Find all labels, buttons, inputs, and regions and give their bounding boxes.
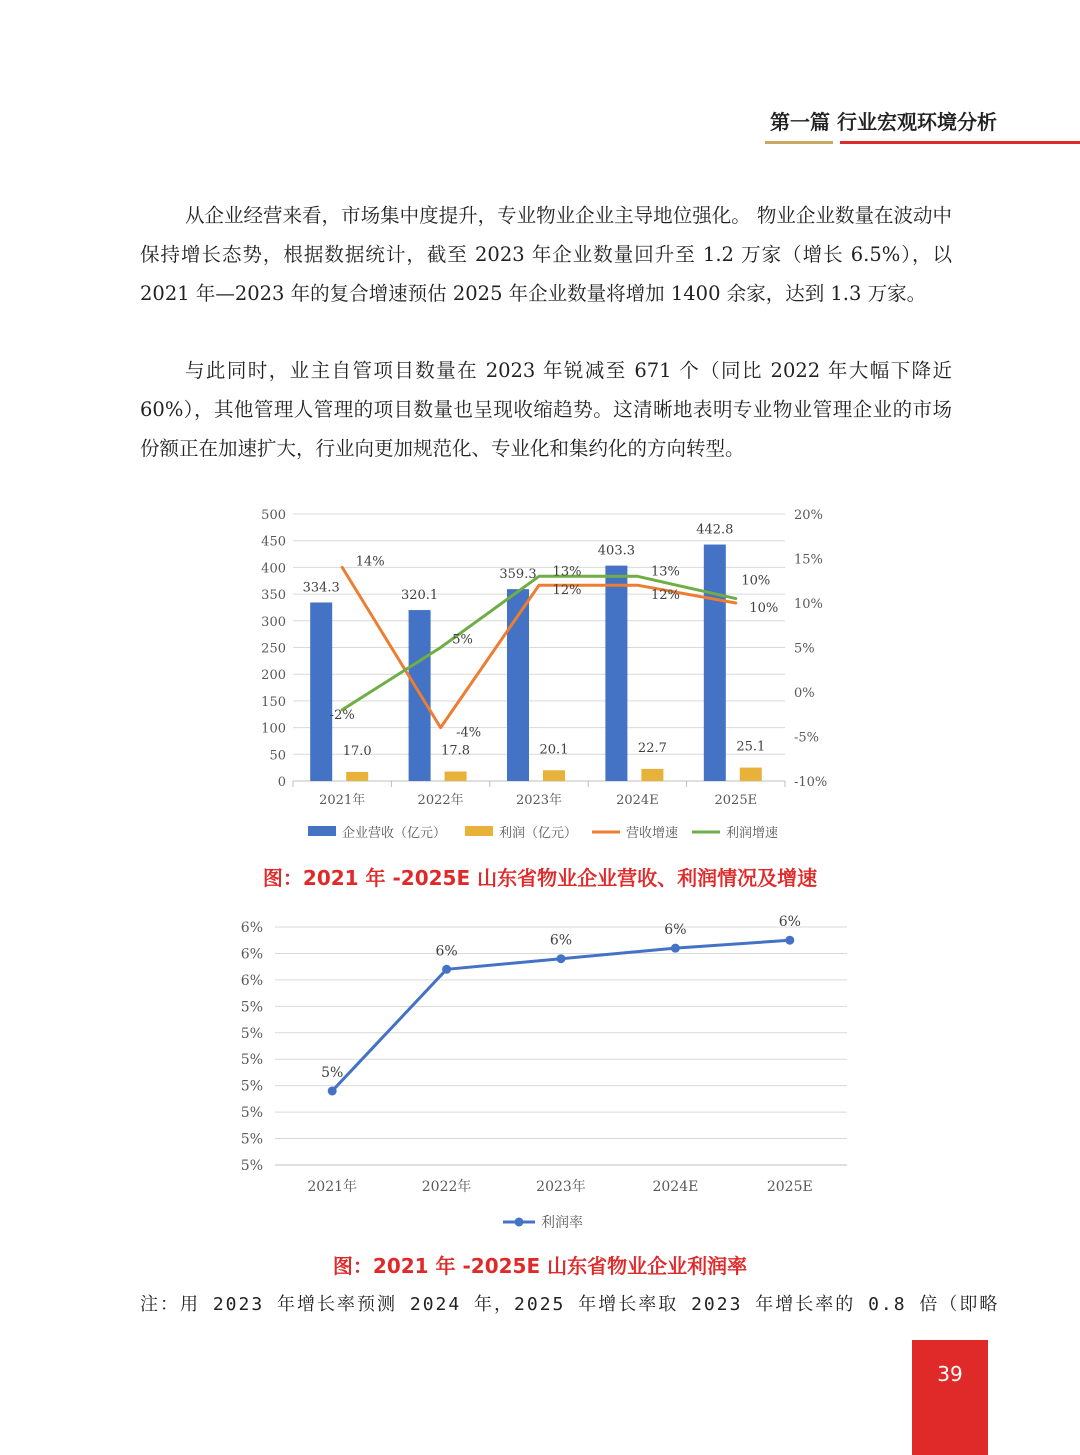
data-label-growth: 14%	[355, 554, 385, 570]
data-label-revenue: 334.3	[302, 580, 340, 596]
y2-tick-label: -5%	[794, 730, 820, 746]
y-tick-label: 6%	[240, 972, 263, 989]
data-label-revenue: 320.1	[400, 588, 439, 604]
y-tick-label: 350	[261, 588, 286, 604]
bar-revenue	[310, 602, 332, 781]
y-tick-label: 5%	[240, 1158, 263, 1174]
data-point	[442, 965, 451, 974]
y-tick-label: 150	[261, 694, 286, 710]
y-tick-label: 6%	[240, 920, 263, 936]
bar-revenue	[605, 566, 627, 781]
data-label-profit: 22.7	[637, 740, 667, 756]
data-label-profit: 17.8	[441, 743, 471, 759]
x-tick-label: 2025E	[714, 793, 758, 808]
x-tick-label: 2024E	[616, 793, 659, 808]
x-tick-label: 2022年	[421, 1179, 472, 1195]
data-label-growth: 13%	[650, 564, 680, 580]
data-label: 6%	[549, 932, 573, 949]
data-label-revenue: 442.8	[696, 522, 734, 538]
y-tick-label: 50	[269, 748, 286, 764]
data-label: 5%	[321, 1064, 344, 1081]
bar-revenue	[704, 545, 726, 781]
legend-label: 营收增速	[626, 826, 679, 841]
y2-tick-label: 20%	[794, 508, 823, 523]
x-tick-label: 2023年	[515, 793, 563, 808]
y-tick-label: 100	[261, 721, 286, 737]
data-point	[328, 1086, 337, 1095]
legend-label: 企业营收（亿元）	[342, 826, 447, 841]
y-tick-label: 500	[261, 508, 286, 523]
y-tick-label: 250	[261, 641, 286, 657]
data-point	[557, 954, 566, 963]
y2-tick-label: 0%	[794, 686, 815, 701]
data-label: 6%	[435, 943, 458, 960]
data-label-growth: 13%	[552, 564, 582, 580]
page-number: 39	[912, 1340, 988, 1455]
y-tick-label: 200	[261, 668, 286, 684]
data-label-profit: 25.1	[736, 739, 766, 755]
legend-label: 利润（亿元）	[499, 826, 578, 841]
x-tick-label: 2021年	[319, 793, 366, 808]
y-tick-label: 6%	[240, 946, 263, 963]
x-tick-label: 2024E	[652, 1179, 699, 1195]
y-tick-label: 300	[261, 614, 286, 630]
legend-swatch	[465, 826, 493, 836]
data-label-revenue: 359.3	[499, 567, 537, 583]
bar-profit	[641, 769, 663, 781]
y-tick-label: 5%	[240, 1105, 263, 1122]
data-point	[785, 936, 794, 945]
y-tick-label: 5%	[240, 1131, 263, 1148]
data-label-profit: 20.1	[539, 742, 569, 758]
data-label-growth: 12%	[552, 583, 582, 599]
bar-profit	[346, 772, 368, 781]
data-label-growth: 10%	[741, 573, 771, 589]
y2-tick-label: -10%	[794, 775, 828, 790]
data-label-growth: 12%	[650, 588, 680, 604]
body-paragraph-1: 从企业经营来看，市场集中度提升，专业物业企业主导地位强化。 物业企业数量在波动中保持增长态势，根据数据统计，截至 2023 年企业数量回升至 1.2 万家（增长 6.5%），以 2021 年—2023 年的复合增速预估 2025 年企业数量将增加 1400 余家，达到 1.3 万家。	[140, 204, 952, 305]
x-tick-label: 2022年	[417, 793, 464, 808]
y2-tick-label: 5%	[794, 641, 815, 657]
legend-label: 利润增速	[726, 826, 779, 841]
data-label-growth: -4%	[456, 725, 482, 741]
data-label: 6%	[778, 914, 801, 931]
chart-caption-1: 图：2021 年 -2025E 山东省物业企业营收、利润情况及增速	[262, 866, 818, 890]
footnote: 注：用 2023 年增长率预测 2024 年，2025 年增长率取 2023 年增长率的 0.8 倍（即略	[140, 1294, 1000, 1315]
y2-tick-label: 15%	[794, 552, 823, 568]
legend-label: 利润率	[541, 1215, 583, 1231]
y2-tick-label: 10%	[794, 597, 823, 612]
y-tick-label: 5%	[240, 1078, 263, 1095]
body-paragraph-2: 与此同时，业主自管项目数量在 2023 年锐减至 671 个（同比 2022 年大幅下降近 60%），其他管理人管理的项目数量也呈现收缩趋势。这清晰地表明专业物业管理企业的市场份额正在加速扩大，行业向更加规范化、专业化和集约化的方向转型。	[140, 359, 952, 460]
legend-swatch	[308, 826, 336, 836]
bar-profit	[740, 768, 762, 781]
data-label-growth: -2%	[329, 707, 355, 723]
chart-caption-2: 图：2021 年 -2025E 山东省物业企业利润率	[332, 1254, 748, 1278]
x-tick-label: 2023年	[536, 1179, 586, 1195]
data-label-profit: 17.0	[342, 743, 372, 759]
data-label: 6%	[664, 922, 687, 939]
x-tick-label: 2021年	[307, 1179, 358, 1195]
y-tick-label: 5%	[240, 999, 263, 1016]
bar-profit	[543, 770, 565, 781]
data-label-revenue: 403.3	[597, 543, 636, 559]
data-point	[671, 944, 680, 953]
section-header-title: 第一篇 行业宏观环境分析	[770, 110, 997, 134]
y-tick-label: 400	[261, 561, 286, 577]
data-label-growth: 10%	[749, 601, 779, 616]
y-tick-label: 5%	[240, 1052, 263, 1069]
y-tick-label: 5%	[240, 1025, 263, 1042]
x-tick-label: 2025E	[766, 1179, 813, 1195]
bar-profit	[445, 771, 467, 781]
y-tick-label: 0	[277, 775, 286, 790]
y-tick-label: 450	[261, 534, 286, 550]
data-label-growth: 5%	[452, 632, 473, 648]
legend-swatch-marker	[515, 1218, 524, 1227]
